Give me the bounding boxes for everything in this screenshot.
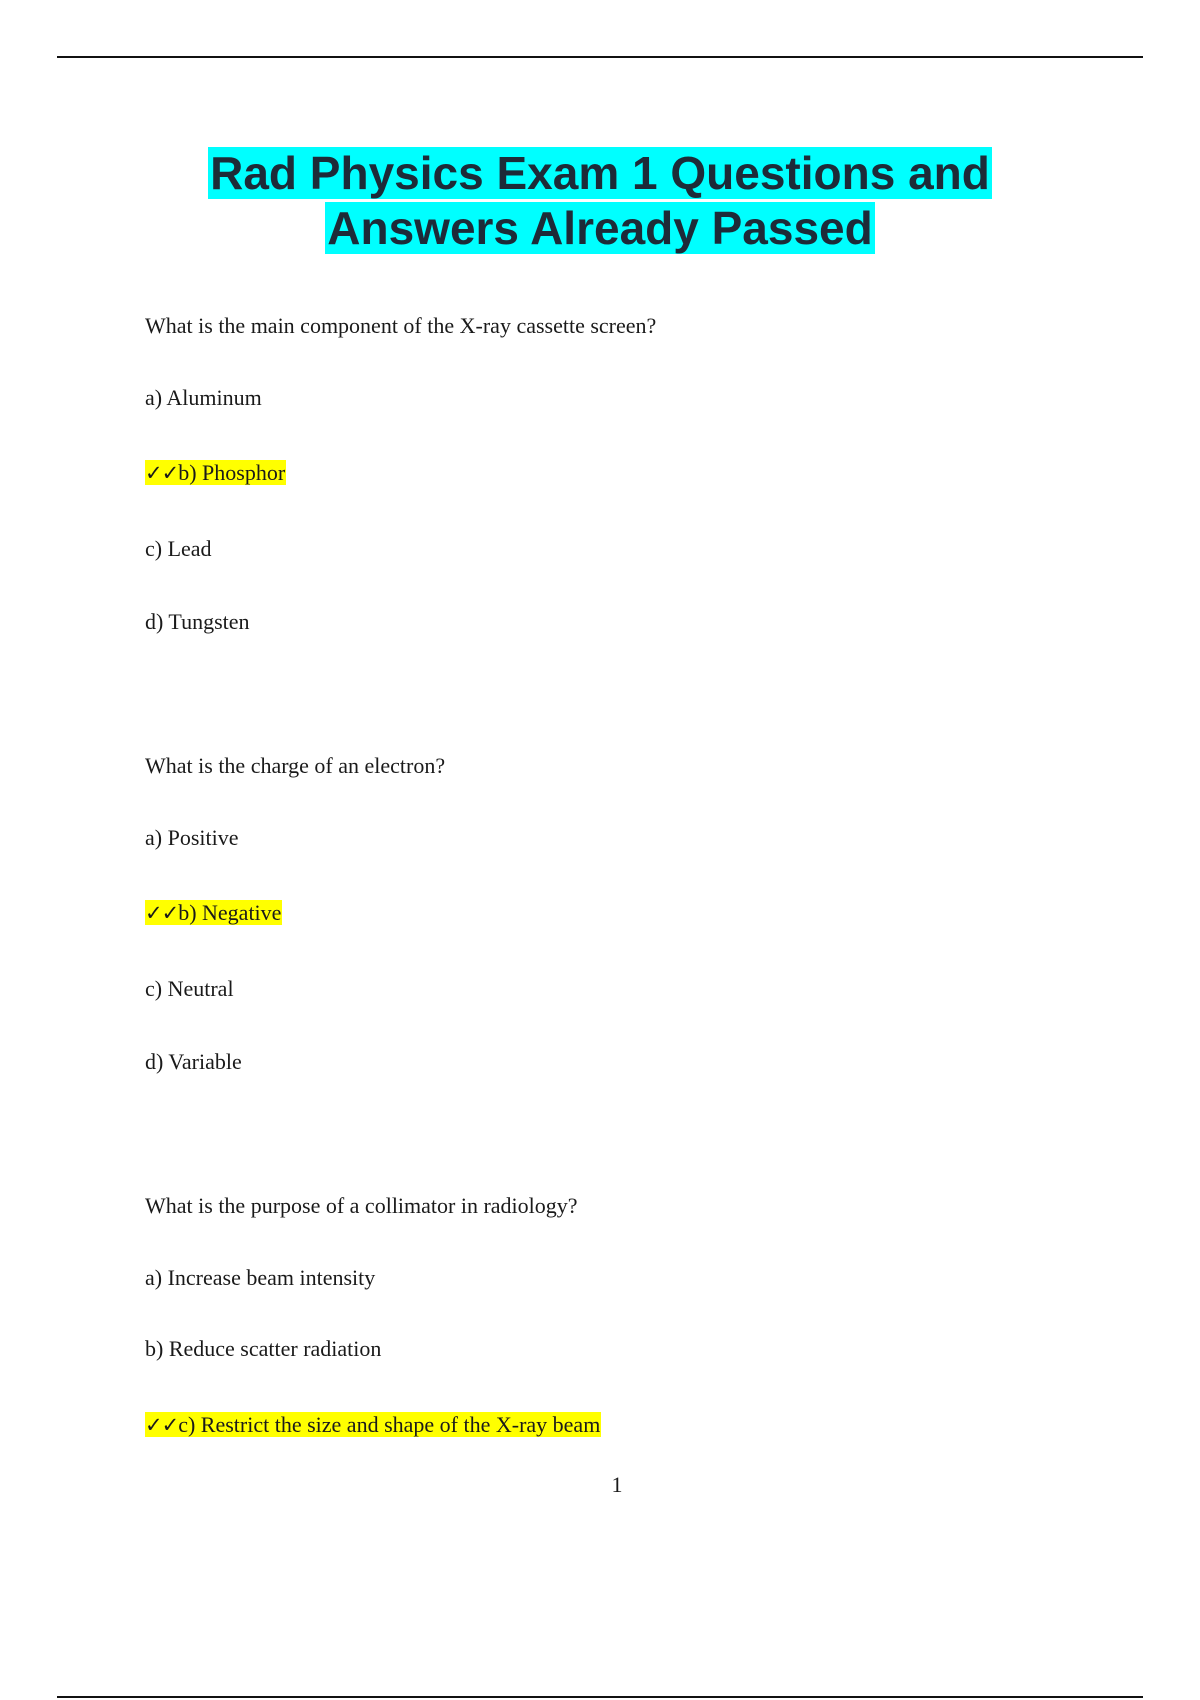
page-number: 1 <box>611 1472 623 1497</box>
answer-highlight <box>145 1412 601 1437</box>
question-2-option-b: b) Negative <box>178 900 282 925</box>
double-check-icon: ✓✓ <box>145 901 179 925</box>
document-title <box>0 146 1200 256</box>
answer-highlight <box>145 900 282 925</box>
question-1-correct-option <box>145 459 286 487</box>
question-2-option-d: d) Variable <box>145 1049 242 1074</box>
title-line-2: Answers Already Passed <box>327 202 873 254</box>
answer-highlight <box>145 460 286 485</box>
question-2-correct-option <box>145 899 282 927</box>
question-3-option-a: a) Increase beam intensity <box>145 1265 376 1290</box>
question-1-option-c: c) Lead <box>145 536 212 561</box>
question-2-option-a: a) Positive <box>145 825 239 850</box>
question-1-option-a: a) Aluminum <box>145 385 262 410</box>
question-3-option-c: c) Restrict the size and shape of the X-ray beam <box>178 1412 601 1437</box>
question-3-option-b: b) Reduce scatter radiation <box>145 1336 382 1361</box>
question-1-option-d: d) Tungsten <box>145 609 250 634</box>
top-rule <box>57 56 1143 58</box>
question-3-correct-option <box>145 1411 601 1439</box>
title-line-1: Rad Physics Exam 1 Questions and <box>210 147 990 199</box>
question-1-option-b: b) Phosphor <box>178 460 286 485</box>
question-1-text: What is the main component of the X-ray cassette screen? <box>145 313 657 338</box>
double-check-icon: ✓✓ <box>145 461 179 485</box>
double-check-icon: ✓✓ <box>145 1413 179 1437</box>
question-2-option-c: c) Neutral <box>145 976 234 1001</box>
question-2-text: What is the charge of an electron? <box>145 753 446 778</box>
question-3-text: What is the purpose of a collimator in radiology? <box>145 1193 578 1218</box>
bottom-rule <box>57 1696 1143 1698</box>
